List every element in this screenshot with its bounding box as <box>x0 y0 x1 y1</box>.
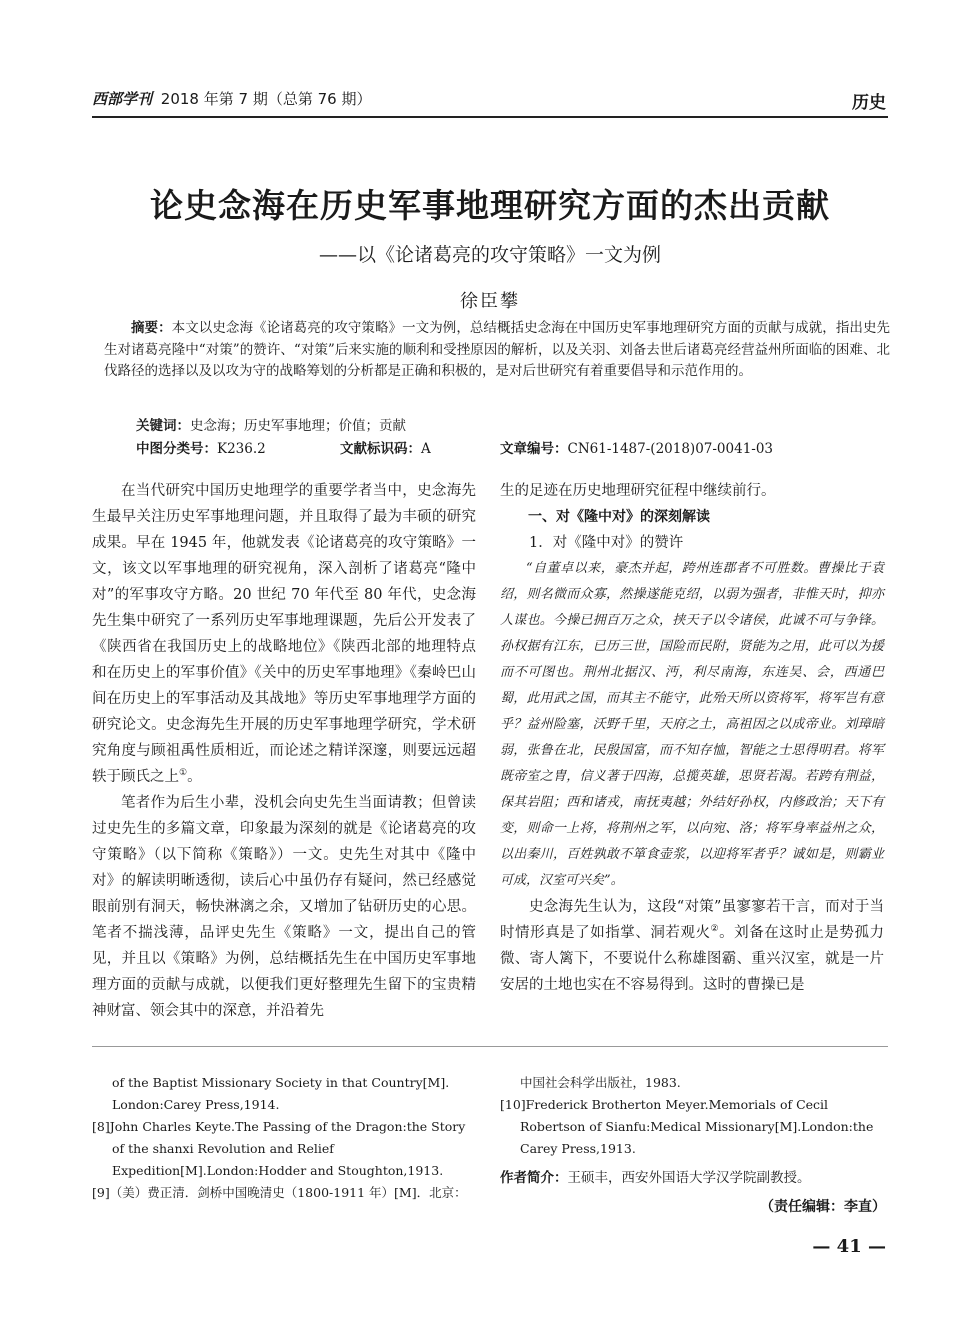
author-bio <box>500 1166 811 1186</box>
subsection-heading: 1．对《隆中对》的赞许 <box>529 535 684 551</box>
paragraph-text: 。刘备在这时止是势孤力微、寄人篱下，不要说什么称雄图霸、重兴汉室，就是一片安居的土地也实在不容易得到。这时的曹操已是 <box>500 925 884 993</box>
body-right-column <box>500 478 884 998</box>
paragraph: 笔者作为后生小辈，没机会向史先生当面请教；但曾读过史先生的多篇文章，印象最为深刻的就是《论诸葛亮的攻守策略》（以下简称《策略》）一文。史先生对其中《隆中对》的解读明晰透彻，读后心中虽仍存有疑问，然已经感觉眼前别有洞天，畅快淋漓之余，又增加了钻研历史的心思。笔者不揣浅薄，品评史先生《策略》一文，提出自己的管见，并且以《策略》为例，总结概括先生在中国历史军事地理方面的贡献与成就，以便我们更好整理先生留下的宝贵精神财富、领会其中的深意，并沿着先 <box>92 795 476 1019</box>
clc-label: 中图分类号： <box>136 441 217 457</box>
bio-text: 王硕丰，西安外国语大学汉学院副教授。 <box>567 1170 811 1186</box>
keywords <box>136 414 406 434</box>
block-quote: “自董卓以来，豪杰并起，跨州连郡者不可胜数。曹操比于袁绍，则名微而众寡，然操遂能克绍，以弱为强者，非惟天时，抑亦人谋也。今操已拥百万之众，挟天子以令诸侯，此诚不可与争锋。孙权据有江东，已历三世，国险而民附，贤能为之用，此可以为援而不可图也。荆州北据汉、沔，利尽南海，东连吴、会，西通巴蜀，此用武之国，而其主不能守，此殆天所以资将军，将军岂有意乎？益州险塞，沃野千里，天府之土，高祖因之以成帝业。刘璋暗弱，张鲁在北，民殷国富，而不知存恤，智能之士思得明君。将军既帝室之胄，信义著于四海，总揽英雄，思贤若渴。若跨有荆益，保其岩阻；西和诸戎，南抚夷越；外结好孙权，内修政治；天下有变，则命一上将，将荆州之军，以向宛、洛；将军身率益州之众，以出秦川，百姓孰敢不箪食壶浆，以迎将军者乎？诚如是，则霸业可成，汉室可兴矣”。 <box>500 561 884 888</box>
keywords-label: 关键词： <box>136 418 190 434</box>
reference-item: of the Baptist Missionary Society in that Country[M]. <box>112 1075 450 1090</box>
paragraph-text: 在当代研究中国历史地理学的重要学者当中，史念海先生最早关注历史军事地理问题，并且取得了最为丰硕的研究成果。早在 1945 年，他就发表《论诸葛亮的攻守策略》一文，该文以军事地理的研究视角，深入剖析了诸葛亮“隆中对”的军事攻守方略。20 世纪 70 年代至 80 年代，史念海先生集中研究了一系列历史军事地理课题，先后公开发表了《陕西省在我国历史上的战略地位》《陕西北部的地理特点和在历史上的军事价值》《关中的历史军事地理》《秦岭巴山间在历史上的军事活动及其战地》等历史军事地理学方面的研究论文。史念海先生开展的历史军事地理学研究，学术研究角度与顾祖禹性质相近，而论述之精详深邃，则要远远超轶于顾氏之上 <box>92 483 476 785</box>
doc-label: 文献标识码： <box>340 441 421 457</box>
reference-item: 中国社会科学出版社，1983. <box>520 1075 681 1090</box>
responsible-editor: （责任编辑：李直） <box>760 1199 886 1215</box>
references-right <box>500 1072 892 1160</box>
footnote-mark: ② <box>710 924 720 935</box>
page-number: — 41 — <box>812 1236 886 1257</box>
article-number <box>500 437 773 457</box>
section-label: 历史 <box>852 93 886 113</box>
body-left-column <box>92 478 476 1024</box>
section-heading: 一、对《隆中对》的深刻解读 <box>528 509 710 525</box>
clc-value: K236.2 <box>217 441 266 457</box>
paragraph <box>500 894 884 998</box>
footnote-mark: ① <box>179 768 188 779</box>
art-label: 文章编号： <box>500 441 568 457</box>
paragraph: 生的足迹在历史地理研究征程中继续前行。 <box>500 483 776 499</box>
reference-item: [9]（美）费正清．剑桥中国晚清史（1800-1911 年）[M]．北京： <box>92 1185 467 1200</box>
issue-info: 2018 年第 7 期（总第 76 期） <box>160 90 372 108</box>
reference-item: [10]Frederick Brotherton Meyer.Memorials of Cecil Robertson of Sianfu:Medical Missionary[M].London:the Carey Press,1913. <box>500 1097 874 1156</box>
paragraph-text: 史念海先生认为，这段“对策”虽寥寥若干言，而对于当时情形真是了如指掌、洞若观火 <box>500 899 884 941</box>
document-code <box>340 437 431 457</box>
journal-name: 西部学刊 <box>92 90 153 108</box>
article-author: 徐臣攀 <box>460 291 520 312</box>
abstract-label: 摘要： <box>131 320 172 336</box>
paragraph <box>92 478 476 790</box>
journal-header <box>92 88 371 109</box>
abstract <box>104 318 890 383</box>
references-left <box>92 1072 476 1204</box>
article-title: 论史念海在历史军事地理研究方面的杰出贡献 <box>150 186 830 225</box>
art-value: CN61-1487-(2018)07-0041-03 <box>567 441 774 457</box>
paragraph-text: 。 <box>187 769 202 785</box>
doc-value: A <box>421 441 431 457</box>
keywords-text: 史念海；历史军事地理；价值；贡献 <box>190 418 406 434</box>
article-subtitle: ——以《论诸葛亮的攻守策略》一文为例 <box>318 244 661 266</box>
reference-item: London:Carey Press,1914. <box>112 1097 280 1112</box>
abstract-text: 本文以史念海《论诸葛亮的攻守策略》一文为例，总结概括史念海在中国历史军事地理研究方面的贡献与成就，指出史先生对诸葛亮隆中“对策”的赞许、“对策”后来实施的顺利和受挫原因的解析，以及关羽、刘备去世后诸葛亮经营益州所面临的困难、北伐路径的选择以及以攻为守的战略筹划的分析都是正确和积极的，是对后世研究有着重要倡导和示范作用的。 <box>104 320 891 379</box>
reference-item: [8]John Charles Keyte.The Passing of the Dragon:the Story of the shanxi Revolution and Relief Expedition[M].London:Hodder and Stoughton,1913. <box>92 1119 466 1178</box>
bio-label: 作者简介： <box>500 1170 568 1186</box>
clc-number <box>136 437 266 457</box>
header-rule <box>92 116 888 118</box>
references-rule <box>92 1046 888 1047</box>
